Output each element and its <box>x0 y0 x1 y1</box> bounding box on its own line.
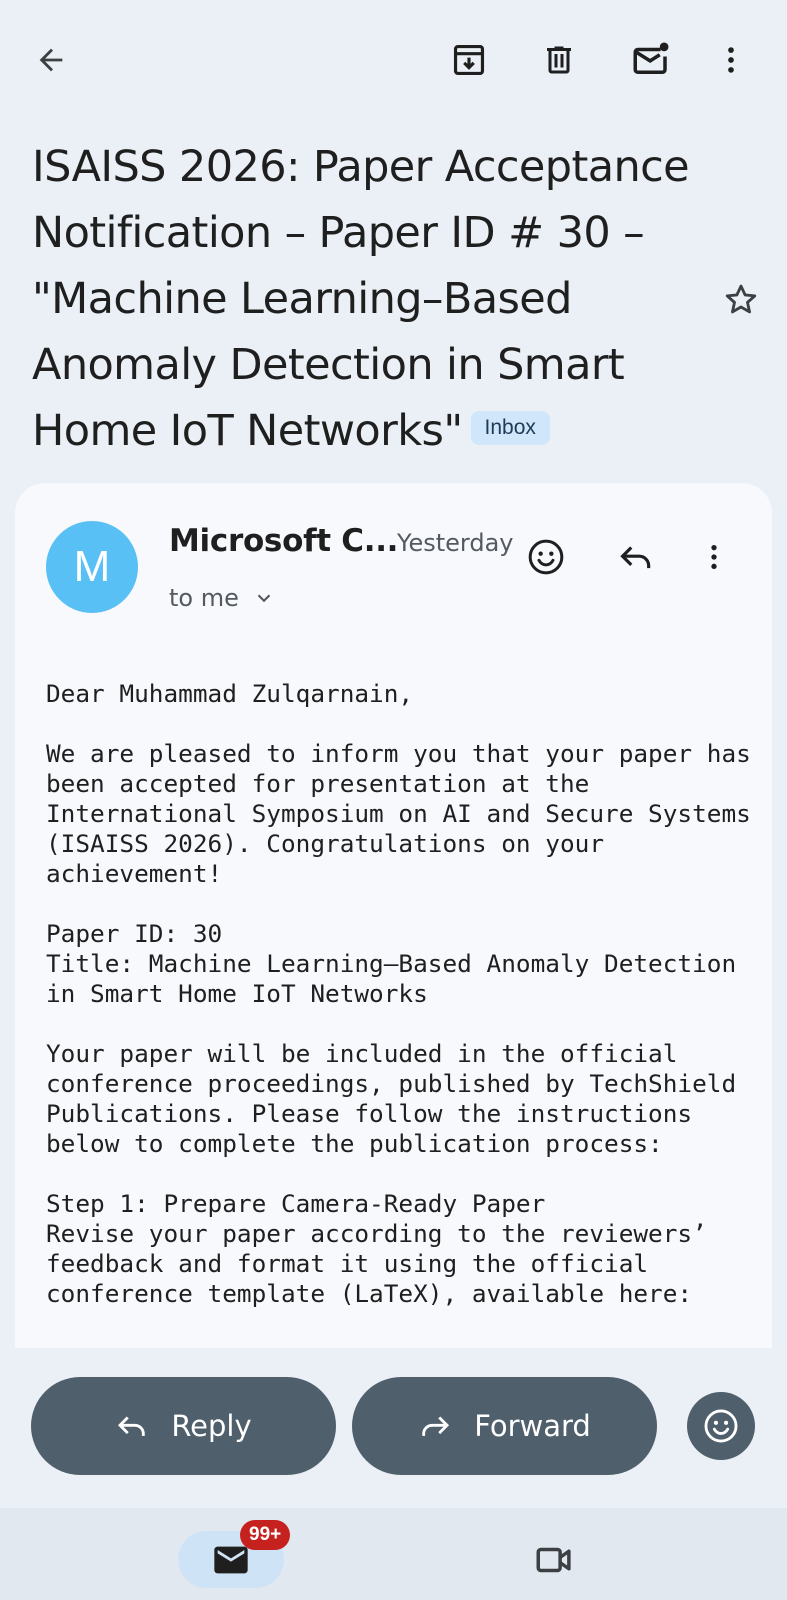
video-camera-icon <box>533 1539 575 1581</box>
more-options-button[interactable] <box>707 36 755 84</box>
emoji-icon <box>702 1407 740 1445</box>
message-card <box>15 483 772 1348</box>
chevron-down-icon <box>253 587 275 609</box>
forward-button[interactable] <box>352 1377 657 1475</box>
bottom-navigation <box>0 1508 787 1600</box>
star-button[interactable] <box>717 276 765 324</box>
recipient-details-toggle[interactable] <box>169 581 275 615</box>
more-vert-icon <box>714 43 748 77</box>
react-emoji-button[interactable] <box>687 1392 755 1460</box>
delete-button[interactable] <box>535 36 583 84</box>
back-button[interactable] <box>27 36 75 84</box>
inbox-label-chip[interactable]: Inbox <box>471 411 550 445</box>
emoji-icon <box>526 537 566 577</box>
reply-button-label: Reply <box>171 1409 252 1443</box>
nav-meet-tab[interactable] <box>528 1534 580 1586</box>
mark-unread-icon <box>630 39 672 81</box>
message-date: Yesterday <box>397 529 514 557</box>
reply-icon-button[interactable] <box>612 533 660 581</box>
forward-button-label: Forward <box>474 1409 591 1443</box>
message-body: Dear Muhammad Zulqarnain, We are pleased to inform you that your paper has been accepted for presentation at the International Symposium on AI and Secure Systems (ISAISS 2026). Congratulations on your achievement! Paper ID: 30 Title: Machine Learning–Based Anomaly Detection in Smart Home IoT Networks Your paper will be included in the official conference proceedings, published by TechShield Publications. Please follow the instructions below to complete the publication process: Step 1: Prepare Camera-Ready Paper Revise your paper according to the reviewers’ feedback and format it using the official conference template (LaTeX), available here: <box>46 679 751 1308</box>
arrow-back-icon <box>34 43 68 77</box>
archive-icon <box>450 41 488 79</box>
email-subject <box>32 134 712 464</box>
add-reaction-button[interactable] <box>522 533 570 581</box>
more-vert-icon <box>698 541 730 573</box>
mark-unread-button[interactable] <box>627 36 675 84</box>
reply-icon <box>115 1409 149 1443</box>
message-more-button[interactable] <box>690 533 738 581</box>
reply-icon <box>617 538 655 576</box>
recipient-line: to me <box>169 584 239 612</box>
trash-icon <box>541 42 577 78</box>
top-app-bar <box>0 0 787 122</box>
forward-icon <box>418 1409 452 1443</box>
archive-button[interactable] <box>445 36 493 84</box>
unread-count-badge: 99+ <box>240 1520 290 1550</box>
star-icon <box>722 281 760 319</box>
sender-avatar[interactable]: M <box>46 521 138 613</box>
subject-text: ISAISS 2026: Paper Acceptance Notification – Paper ID # 30 – "Machine Learning–Based Anomaly Detection in Smart Home IoT Networks" <box>32 142 690 456</box>
sender-name[interactable]: Microsoft C... <box>169 523 399 559</box>
reply-button[interactable] <box>31 1377 336 1475</box>
